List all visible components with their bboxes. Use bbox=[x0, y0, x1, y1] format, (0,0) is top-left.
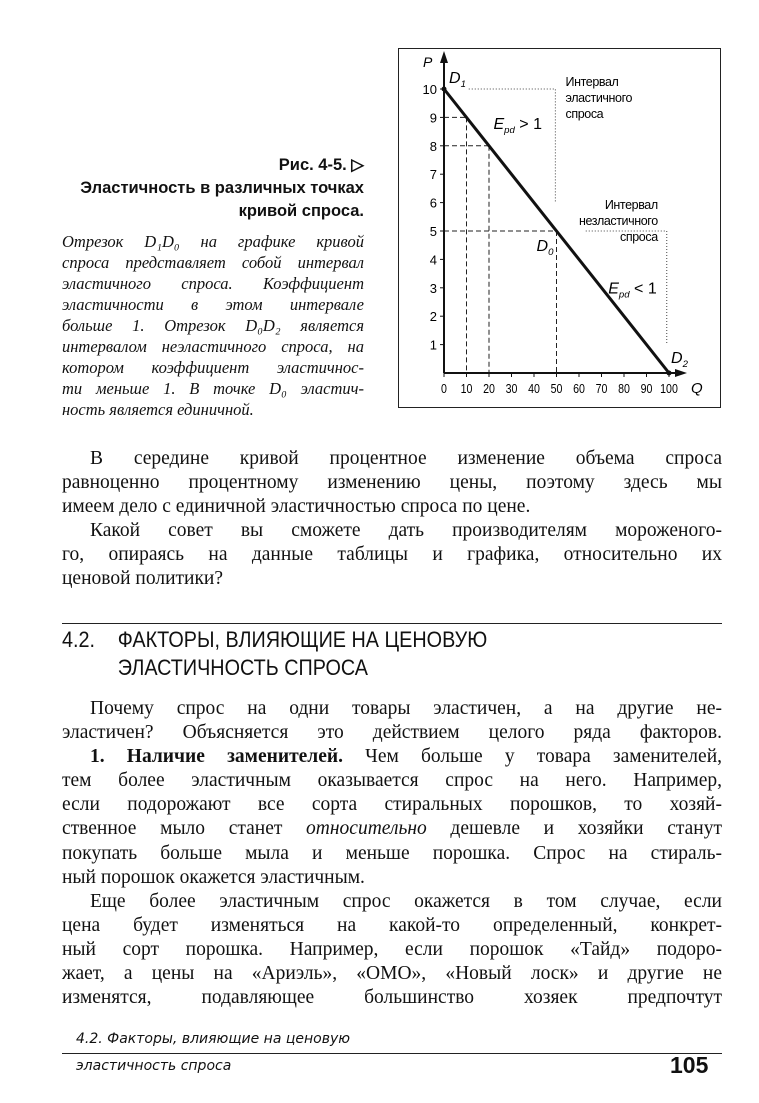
text-line bbox=[62, 817, 722, 841]
chart-svg bbox=[399, 49, 719, 406]
text-run: ный сорт порошка. Например, если порошок «Тайд» подоро- bbox=[62, 938, 722, 960]
y-tick-label: 10 bbox=[422, 82, 437, 97]
text-run: жает, а цены на «Ариэль», «ОМО», «Новый лоск» и другие не bbox=[62, 963, 722, 985]
x-tick-label: 20 bbox=[483, 382, 495, 397]
text-line bbox=[62, 769, 722, 793]
figure-label: Рис. 4-5. ▷ bbox=[278, 156, 364, 174]
figure-caption bbox=[62, 231, 364, 420]
y-tick-label: 6 bbox=[429, 195, 437, 211]
text-line bbox=[62, 745, 722, 769]
x-tick-label: 70 bbox=[595, 382, 608, 397]
text-line bbox=[62, 866, 722, 890]
text-run: ственное мыло станет bbox=[62, 818, 307, 840]
section-title-line: ФАКТОРЫ, ВЛИЯЮЩИЕ НА ЦЕНОВУЮ bbox=[117, 627, 488, 652]
y-tick-label: 1 bbox=[429, 337, 437, 353]
figure-title bbox=[62, 154, 364, 223]
caption-line: эластичности в этом интервале bbox=[62, 295, 364, 314]
x-tick-label: 50 bbox=[550, 382, 563, 397]
caption-line: интервалом неэластичного спроса, на bbox=[62, 337, 364, 356]
text-run: имеем дело с единичной эластичностью спроса по цене. bbox=[62, 496, 531, 518]
demand-elasticity-chart bbox=[398, 48, 721, 408]
text-run: покупать больше мыла и меньше порошка. Спрос на стираль- bbox=[62, 842, 722, 864]
text-run: тем более эластичным оказывается спрос на него. Например, bbox=[62, 770, 722, 792]
x-tick-label: 10 bbox=[460, 382, 473, 397]
caption-line: ти меньше 1. В точке D₀ эластич- bbox=[62, 379, 364, 398]
y-tick-label: 5 bbox=[429, 224, 437, 239]
text-run: если подорожают все сорта стиральных порошков, то хозяй- bbox=[62, 794, 722, 816]
y-tick-label: 9 bbox=[429, 110, 437, 126]
caption-line: эластичного спроса. Коэффициент bbox=[62, 274, 364, 293]
inelastic-coefficient-label: $E_{pd} < 1$ bbox=[608, 280, 657, 301]
section-number: 4.2. bbox=[62, 627, 96, 652]
section-rule bbox=[62, 623, 722, 624]
text-run: дешевле и хозяйки станут bbox=[426, 818, 722, 840]
y-tick-label: 7 bbox=[429, 167, 437, 183]
text-run: В середине кривой процентное изменение объема спроса bbox=[90, 448, 722, 469]
x-tick-label: 80 bbox=[618, 382, 630, 397]
text-line bbox=[62, 471, 722, 495]
paragraphs-top bbox=[62, 447, 722, 592]
text-run: эластичен? Объясняется это действием целого ряда факторов. bbox=[62, 722, 722, 744]
text-line bbox=[62, 842, 722, 866]
text-line bbox=[62, 519, 722, 543]
caption-line: котором коэффициент эластичнос- bbox=[62, 358, 364, 377]
text-run: цена будет изменяться на какой-то определенный, конкрет- bbox=[62, 914, 722, 936]
y-axis-arrow-icon bbox=[440, 51, 448, 63]
inelastic-interval-label: незластичного bbox=[578, 214, 658, 228]
text-line bbox=[62, 495, 722, 519]
text-line bbox=[62, 986, 722, 1010]
x-tick-label: 40 bbox=[528, 382, 540, 397]
text-run: го, опираясь на данные таблицы и графика, относительно их bbox=[62, 544, 722, 566]
text-run: изменятся, подавляющее большинство хозяек предпочтут bbox=[62, 987, 722, 1009]
text-run: Чем больше у товара заменителей, bbox=[343, 746, 723, 768]
text-line bbox=[62, 543, 722, 567]
y-tick-label: 2 bbox=[429, 309, 437, 325]
caption-line: ность является единичной. bbox=[62, 400, 254, 419]
caption-line: больше 1. Отрезок D₀D₂ является bbox=[62, 316, 364, 335]
section-heading bbox=[62, 626, 487, 682]
y-tick-label: 8 bbox=[429, 138, 437, 154]
text-line bbox=[62, 697, 722, 721]
point-d2 bbox=[667, 371, 672, 376]
inelastic-interval-label: спроса bbox=[620, 230, 658, 244]
figure-title-line: Эластичность в различных точках bbox=[80, 179, 364, 197]
text-run: Еще более эластичным спрос окажется в том случае, если bbox=[90, 890, 722, 912]
elastic-interval-label: Интервал bbox=[565, 75, 619, 89]
y-tick-label: 4 bbox=[429, 252, 437, 268]
figure-title-line: кривой спроса. bbox=[238, 202, 364, 220]
caption-line: спроса представляет собой интервал bbox=[62, 253, 364, 272]
footer-rule bbox=[62, 1053, 722, 1054]
running-footer-line: эластичность спроса bbox=[76, 1058, 232, 1074]
text-line bbox=[62, 962, 722, 986]
text-run: равноценно процентному изменению цены, поэтому здесь мы bbox=[62, 472, 722, 494]
elastic-interval-label: спроса bbox=[565, 107, 604, 121]
x-axis-arrow-icon bbox=[675, 369, 687, 377]
text-run: ный порошок окажется эластичным. bbox=[62, 866, 365, 888]
x-tick-label: 60 bbox=[573, 382, 585, 397]
text-line bbox=[62, 914, 722, 938]
bold-run: 1. Наличие заменителей. bbox=[90, 746, 344, 768]
x-tick-label: 30 bbox=[505, 382, 518, 397]
x-tick-label: 90 bbox=[640, 382, 653, 397]
italic-run: относительно bbox=[306, 818, 427, 840]
paragraphs-bottom bbox=[62, 697, 722, 1010]
text-line bbox=[62, 793, 722, 817]
elastic-interval-bracket bbox=[469, 89, 556, 203]
inelastic-interval-label: Интервал bbox=[604, 198, 658, 212]
text-line bbox=[62, 721, 722, 745]
page-number: 105 bbox=[670, 1052, 709, 1078]
running-footer-line: 4.2. Факторы, влияющие на ценовую bbox=[76, 1031, 351, 1047]
elastic-interval-label: эластичного bbox=[565, 91, 633, 105]
point-label-d2: $D_2$ bbox=[671, 350, 688, 370]
text-line bbox=[62, 567, 722, 591]
text-run: Почему спрос на одни товары эластичен, а на другие не- bbox=[90, 698, 722, 719]
x-tick-label: 0 bbox=[441, 382, 447, 397]
x-axis-label: Q bbox=[691, 380, 703, 397]
text-run: Какой совет вы сможете дать производителям мороженого- bbox=[90, 520, 722, 542]
section-title-line: ЭЛАСТИЧНОСТЬ СПРОСА bbox=[117, 655, 369, 680]
elastic-coefficient-label: $E_{pd} > 1$ bbox=[493, 115, 542, 136]
point-d1 bbox=[442, 87, 447, 92]
text-line bbox=[62, 447, 722, 471]
text-run: ценовой политики? bbox=[62, 568, 224, 590]
y-tick-label: 3 bbox=[429, 280, 437, 296]
point-label-d0: $D_0$ bbox=[536, 238, 554, 258]
y-axis-label: P bbox=[423, 54, 433, 70]
x-tick-label: 100 bbox=[660, 382, 678, 397]
text-line bbox=[62, 890, 722, 914]
text-line bbox=[62, 938, 722, 962]
point-label-d1: $D_1$ bbox=[449, 70, 466, 90]
caption-line: Отрезок D₁D₀ на графике кривой bbox=[62, 232, 364, 251]
